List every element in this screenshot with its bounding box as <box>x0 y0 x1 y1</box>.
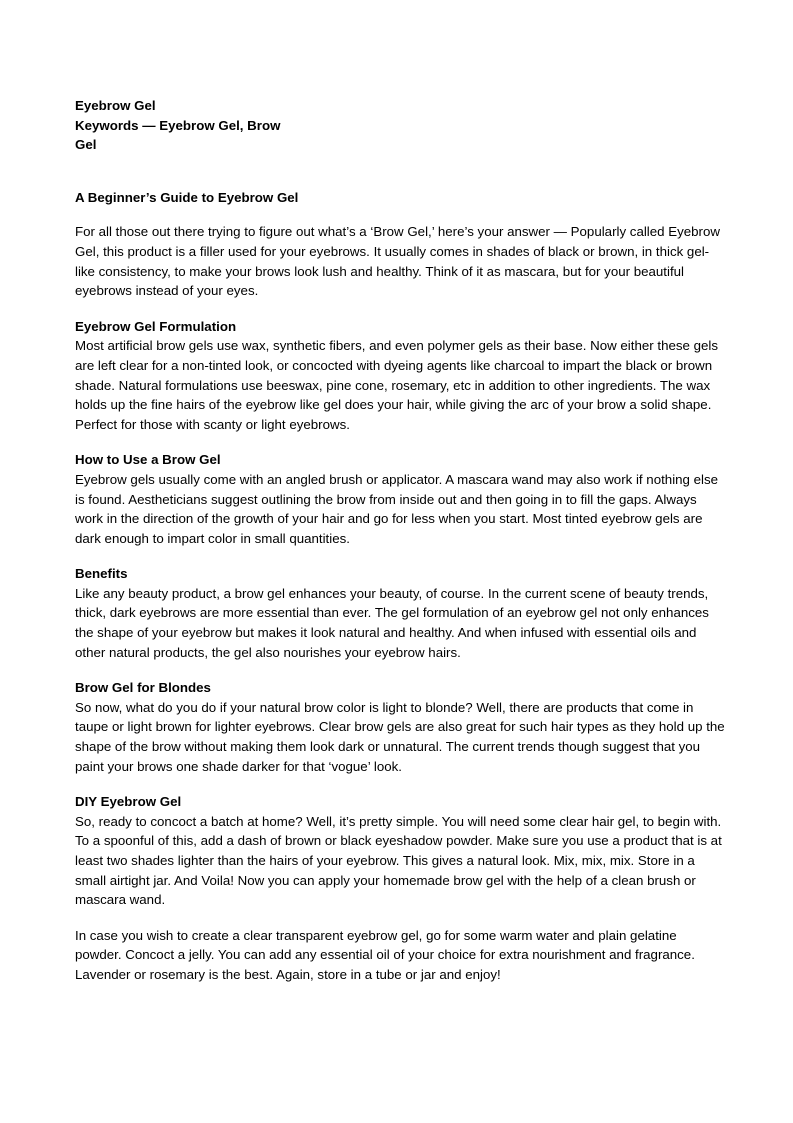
section-body-diy: So, ready to concoct a batch at home? Well, it’s pretty simple. You will need some clear hair gel, to begin with. To a spoonful of this, add a dash of brown or black eyeshadow powder. Make sure you use a product that is at least two shades lighter than the hairs of your eyebrow. This gives a natural look. Mix, mix, mix. Store in a small airtight jar. And Voila! Now you can apply your homemade brow gel with the help of a clean brush or mascara wand. <box>75 813 722 908</box>
section-heading-diy: DIY Eyebrow Gel <box>75 794 182 810</box>
section-body-blondes: So now, what do you do if your natural brow color is light to blonde? Well, there are products that come in taupe or light brown for lighter eyebrows. Clear brow gels are also great for such hair types as they hold up the shape of the brow without making them look dark or unnatural. The current trends though suggest that you paint your brows one shade darker for that ‘vogue’ look. <box>75 699 725 774</box>
section-heading-blondes: Brow Gel for Blondes <box>75 680 211 696</box>
section-body-benefits: Like any beauty product, a brow gel enhances your beauty, of course. In the current scene of beauty trends, thick, dark eyebrows are more essential than ever. The gel formulation of an eyebrow gel not only enhances the shape of your eyebrow but makes it look natural and healthy. And when infused with essential oils and other natural products, the gel also nourishes your eyebrow hairs. <box>75 585 709 660</box>
keywords-line: Keywords — Eyebrow Gel, Brow Gel <box>75 117 281 153</box>
section-heading-formulation: Eyebrow Gel Formulation <box>75 318 237 334</box>
section-body-formulation: Most artificial brow gels use wax, synthetic fibers, and even polymer gels as their base. Now either these gels are left clear for a non-tinted look, or concocted with dyeing agents like charcoal to impart the black or brown shade. Natural formulations use beeswax, pine cone, rosemary, etc in addition to other ingredients. The wax holds up the fine hairs of the eyebrow like gel does your hair, while giving the arc of your brow a solid shape. Perfect for those with scanty or light eyebrows. <box>75 338 718 432</box>
main-heading: A Beginner’s Guide to Eyebrow Gel <box>75 189 299 205</box>
closing-paragraph: In case you wish to create a clear transparent eyebrow gel, go for some warm water and plain gelatine powder. Concoct a jelly. You can add any essential oil of your choice for extra nourishment and fragrance. Lavender or rosemary is the best. Again, store in a tube or jar and enjoy! <box>75 927 695 982</box>
section-heading-benefits: Benefits <box>75 566 128 582</box>
section-heading-how-to-use: How to Use a Brow Gel <box>75 452 221 468</box>
section-body-how-to-use: Eyebrow gels usually come with an angled brush or applicator. A mascara wand may also work if nothing else is found. Aestheticians suggest outlining the brow from inside out and then going in to fill the gaps. Always work in the direction of the growth of your hair and go for less when you start. Most tinted eyebrow gels are dark enough to impart color in small quantities. <box>75 471 719 546</box>
document-page <box>75 96 725 985</box>
title-block <box>75 96 285 155</box>
intro-paragraph: For all those out there trying to figure out what’s a ‘Brow Gel,’ here’s your answer — Popularly called Eyebrow Gel, this product is a filler used for your eyebrows. It usually comes in shades of black or brown, in thick gel-like consistency, to make your brows look lush and healthy. Think of it as mascara, but for your beautiful eyebrows instead of your eyes. <box>75 224 720 299</box>
document-title: Eyebrow Gel <box>75 98 156 113</box>
